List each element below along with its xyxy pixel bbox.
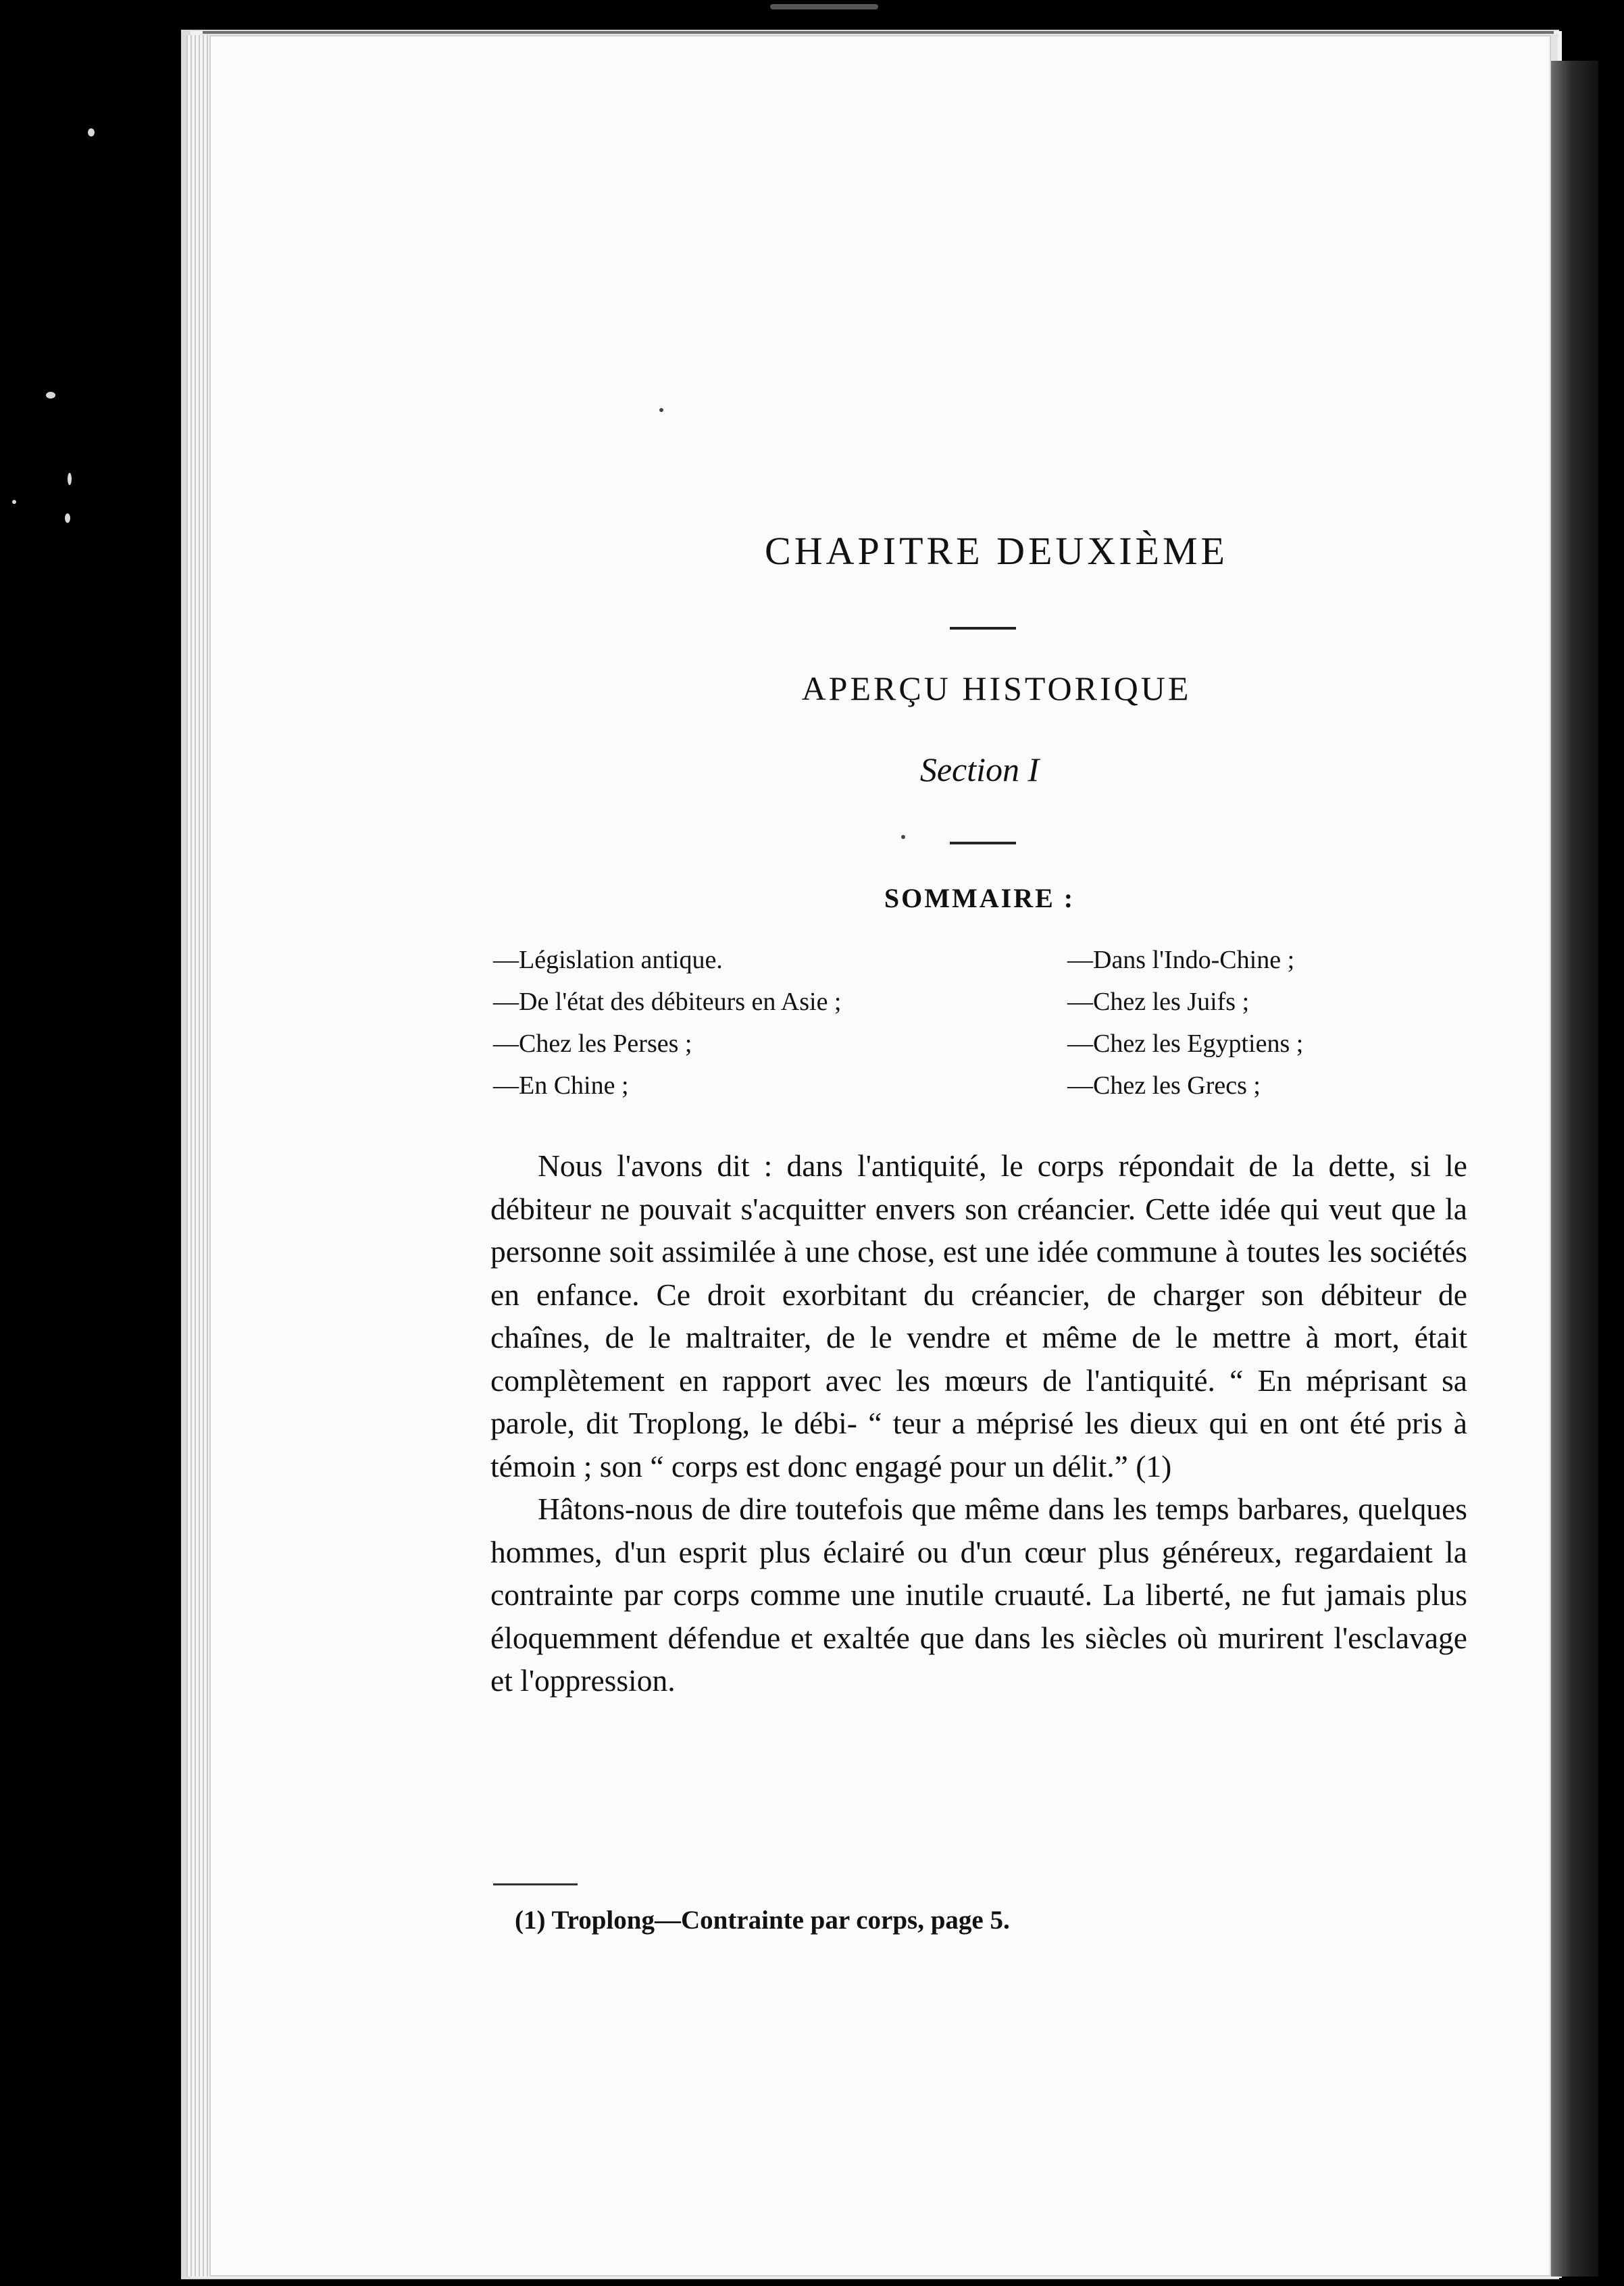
summary-column-right: [1067, 939, 1405, 1107]
scan-speck: [65, 513, 70, 523]
ink-dot: [659, 408, 663, 412]
footnote-divider: [493, 1883, 578, 1885]
chapter-title: CHAPITRE DEUXIÈME: [765, 529, 1228, 573]
summary-heading: SOMMAIRE :: [884, 883, 1075, 913]
part-title: APERÇU HISTORIQUE: [801, 669, 1192, 707]
page-top-edge: [203, 31, 1554, 34]
ink-dot: [901, 835, 905, 839]
scan-speck: [46, 392, 55, 399]
body-text: [490, 1144, 1467, 1702]
summary-column-left: [493, 939, 986, 1107]
summary-item: —Chez les Egyptiens ;: [1067, 1030, 1304, 1058]
summary-item: —Dans l'Indo-Chine ;: [1067, 946, 1295, 974]
title-divider: [950, 627, 1016, 630]
scan-speck: [68, 473, 72, 485]
summary-item: —De l'état des débiteurs en Asie ;: [493, 988, 842, 1016]
paragraph: Hâtons-nous de dire toutefois que même dans les temps barbares, quelques hommes, d'un esprit plus éclairé ou d'un cœur plus généreux, regardaient la contrainte par corps comme une inutile cruauté. La liberté, ne fut jamais plus éloquemment défendue et exaltée que dans les siècles où murirent l'esclavage et l'oppression.: [490, 1492, 1467, 1698]
footnote: (1) Troplong—Contrainte par corps, page 5.: [515, 1906, 1010, 1935]
summary-item: —Chez les Juifs ;: [1067, 988, 1250, 1016]
page-edges: [186, 35, 209, 2277]
summary-item: —En Chine ;: [493, 1071, 629, 1100]
binding-shadow: [1551, 61, 1598, 2277]
summary-item: —Chez les Grecs ;: [1067, 1071, 1261, 1100]
summary-item: —Législation antique.: [493, 946, 723, 974]
scan-speck: [12, 500, 16, 504]
scan-speck: [88, 128, 95, 136]
section-divider: [950, 842, 1016, 844]
section-title: Section I: [919, 751, 1040, 788]
summary-item: —Chez les Perses ;: [493, 1030, 692, 1058]
paragraph: Nous l'avons dit : dans l'antiquité, le corps répondait de la dette, si le débiteur ne pouvait s'acquitter envers son créancier. Cette idée qui veut que la personne soit assimilée à une chose, est une idée commune à toutes les sociétés en enfance. Ce droit exorbitant du créancier, de charger son débiteur de chaînes, de le maltraiter, de le vendre et même de le mettre à mort, était complètement en rapport avec les mœurs de l'antiquité. “ En méprisant sa parole, dit Troplong, le débi- “ teur a méprisé les dieux qui en ont été pris à témoin ; son “ corps est donc engagé pour un délit.” (1): [490, 1148, 1467, 1483]
scan-smudge: [770, 4, 878, 9]
